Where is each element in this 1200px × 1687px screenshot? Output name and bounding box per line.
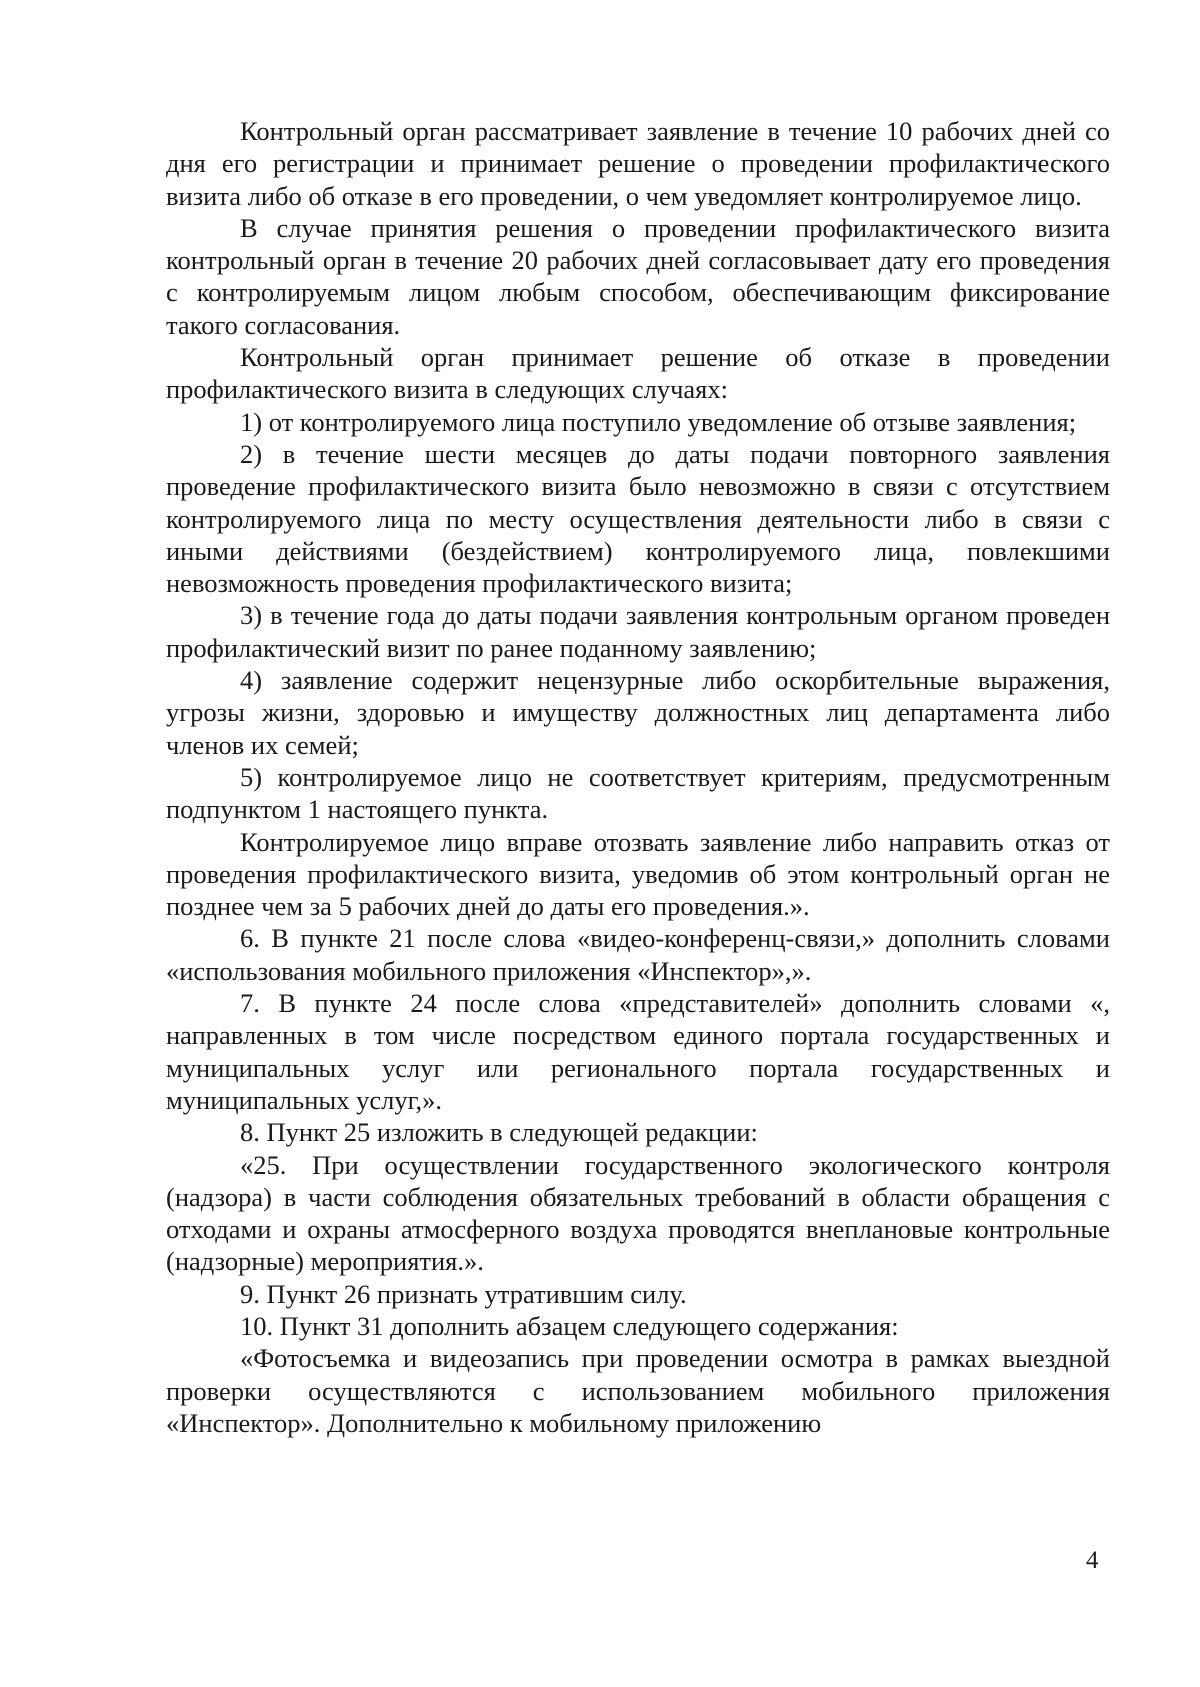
list-item: 5) контролируемое лицо не соответствует критериям, предусмотренным подпунктом 1 настоящего пункта. [166,761,1110,825]
paragraph: Контрольный орган принимает решение об отказе в проведении профилактического визита в следующих случаях: [166,342,1110,405]
document-body [166,115,1110,1439]
amendment-item: 7. В пункте 24 после слова «представителей» дополнить словами «, направленных в том числе посредством единого портала государственных и муниципальных услуг или регионального портала государственных и муниципальных услуг,». [166,988,1110,1115]
list-item: 2) в течение шести месяцев до даты подачи повторного заявления проведение профилактического визита было невозможно в связи с отсутствием контролируемого лица по месту осуществления деятельности либо в связи с иными действиями (бездействием) контролируемого лица, повлекшими невозможность проведения профилактического визита; [166,438,1110,599]
quoted-text: «25. При осуществлении государственного экологического контроля (надзора) в части соблюдения обязательных требований в области обращения с отходами и охраны атмосферного воздуха проводятся внеплановые контрольные (надзорные) мероприятия.». [166,1149,1110,1277]
page-number: 4 [1086,1547,1099,1574]
list-item: 1) от контролируемого лица поступило уведомление об отзыве заявления; [240,406,1077,437]
list-item: 3) в течение года до даты подачи заявления контрольным органом проведен профилактический визит по ранее поданному заявлению; [166,600,1110,663]
list-item: 4) заявление содержит нецензурные либо оскорбительные выражения, угрозы жизни, здоровью и имуществу должностных лиц департамента либо членов их семей; [166,665,1110,760]
amendment-item: 6. В пункте 21 после слова «видео-конференц-связи,» дополнить словами «использования мобильного приложения «Инспектор»,». [166,923,1110,986]
paragraph: В случае принятия решения о проведении профилактического визита контрольный орган в течение 20 рабочих дней согласовывает дату его проведения с контролируемым лицом любым способом, обеспечивающим фиксирование такого согласования. [166,212,1110,340]
amendment-item: 10. Пункт 31 дополнить абзацем следующего содержания: [240,1310,899,1341]
quoted-text: «Фотосъемка и видеозапись при проведении осмотра в рамках выездной проверки осуществляются с использованием мобильного приложения «Инспектор». Дополнительно к мобильному приложению [166,1343,1110,1438]
amendment-item: 9. Пункт 26 признать утратившим силу. [240,1278,687,1309]
amendment-item: 8. Пункт 25 изложить в следующей редакции: [240,1117,758,1148]
paragraph: Контролируемое лицо вправе отозвать заявление либо направить отказ от проведения профилактического визита, уведомив об этом контрольный орган не позднее чем за 5 рабочих дней до даты его проведения.». [166,826,1110,922]
paragraph: Контрольный орган рассматривает заявление в течение 10 рабочих дней со дня его регистрации и принимает решение о проведении профилактического визита либо об отказе в его проведении, о чем уведомляет контролируемое лицо. [166,116,1110,211]
